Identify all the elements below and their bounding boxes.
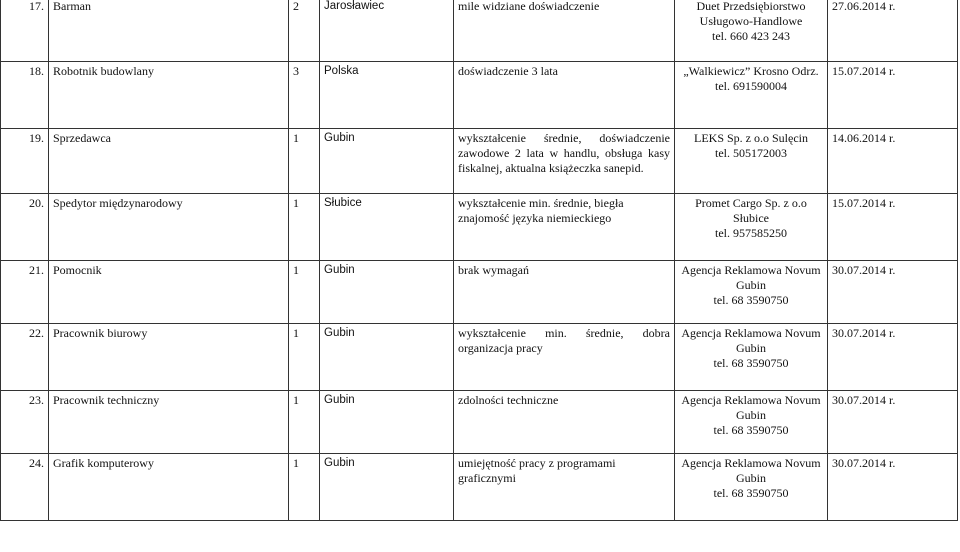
job-location: Gubin (320, 454, 454, 521)
vacancy-count: 1 (289, 261, 320, 324)
employer-line: tel. 957585250 (715, 226, 787, 240)
job-position: Grafik komputerowy (49, 454, 289, 521)
job-requirements: umiejętność pracy z programami graficznymi (454, 454, 675, 521)
employer-line: tel. 68 3590750 (713, 356, 789, 370)
job-offer-row (1, 454, 958, 521)
job-requirements: brak wymagań (454, 261, 675, 324)
job-location: Słubice (320, 194, 454, 261)
employer-contact (675, 454, 828, 521)
job-location: Gubin (320, 391, 454, 454)
vacancy-count: 3 (289, 62, 320, 129)
vacancy-count: 1 (289, 129, 320, 194)
job-position: Pracownik biurowy (49, 324, 289, 391)
employer-contact (675, 324, 828, 391)
employer-line: tel. 68 3590750 (713, 293, 789, 307)
job-requirements: zdolności techniczne (454, 391, 675, 454)
row-number: 23. (1, 391, 49, 454)
employer-line: tel. 660 423 243 (712, 29, 790, 43)
job-position: Robotnik budowlany (49, 62, 289, 129)
vacancy-count: 1 (289, 391, 320, 454)
job-offer-row (1, 391, 958, 454)
employer-line: Agencja Reklamowa Novum (681, 326, 821, 340)
employer-line: tel. 68 3590750 (713, 423, 789, 437)
row-number: 22. (1, 324, 49, 391)
job-location: Polska (320, 62, 454, 129)
offer-date: 30.07.2014 r. (828, 261, 958, 324)
employer-line: Gubin (736, 408, 766, 422)
employer-line: Agencja Reklamowa Novum (681, 393, 821, 407)
employer-contact (675, 194, 828, 261)
employer-line: Gubin (736, 278, 766, 292)
job-position: Pomocnik (49, 261, 289, 324)
vacancy-count: 2 (289, 0, 320, 62)
employer-line: tel. 505172003 (715, 146, 787, 160)
vacancy-count: 1 (289, 454, 320, 521)
offer-date: 27.06.2014 r. (828, 0, 958, 62)
employer-contact (675, 391, 828, 454)
employer-line: Gubin (736, 471, 766, 485)
offer-date: 30.07.2014 r. (828, 391, 958, 454)
job-requirements: mile widziane doświadczenie (454, 0, 675, 62)
row-number: 24. (1, 454, 49, 521)
employer-line: Usługowo-Handlowe (699, 14, 803, 28)
job-position: Sprzedawca (49, 129, 289, 194)
job-position: Pracownik techniczny (49, 391, 289, 454)
employer-line: LEKS Sp. z o.o Sulęcin (694, 131, 808, 145)
vacancy-count: 1 (289, 194, 320, 261)
row-number: 19. (1, 129, 49, 194)
job-requirements: doświadczenie 3 lata (454, 62, 675, 129)
employer-line: tel. 68 3590750 (713, 486, 789, 500)
job-offer-row (1, 261, 958, 324)
employer-contact (675, 261, 828, 324)
row-number: 21. (1, 261, 49, 324)
employer-line: Agencja Reklamowa Novum (681, 456, 821, 470)
row-number: 17. (1, 0, 49, 62)
employer-contact (675, 62, 828, 129)
job-requirements: wykształcenie min. średnie, biegła znajomość języka niemieckiego (454, 194, 675, 261)
offer-date: 15.07.2014 r. (828, 194, 958, 261)
job-offer-row (1, 129, 958, 194)
employer-contact (675, 0, 828, 62)
employer-line: Duet Przedsiębiorstwo (696, 0, 806, 13)
employer-contact (675, 129, 828, 194)
employer-line: Agencja Reklamowa Novum (681, 263, 821, 277)
job-position: Barman (49, 0, 289, 62)
row-number: 20. (1, 194, 49, 261)
employer-line: Promet Cargo Sp. z o.o Słubice (695, 196, 807, 225)
job-position: Spedytor międzynarodowy (49, 194, 289, 261)
offer-date: 30.07.2014 r. (828, 454, 958, 521)
offer-date: 15.07.2014 r. (828, 62, 958, 129)
job-offer-row (1, 0, 958, 62)
job-offers-body (1, 0, 958, 521)
vacancy-count: 1 (289, 324, 320, 391)
offer-date: 30.07.2014 r. (828, 324, 958, 391)
job-offer-row (1, 62, 958, 129)
job-requirements: wykształcenie min. średnie, dobra organizacja pracy (454, 324, 675, 391)
employer-line: „Walkiewicz” Krosno Odrz. (683, 64, 819, 78)
job-offer-row (1, 324, 958, 391)
offer-date: 14.06.2014 r. (828, 129, 958, 194)
job-requirements: wykształcenie średnie, doświadczenie zawodowe 2 lata w handlu, obsługa kasy fiskalnej, aktualna książeczka sanepid. (454, 129, 675, 194)
job-location: Gubin (320, 129, 454, 194)
row-number: 18. (1, 62, 49, 129)
employer-line: Gubin (736, 341, 766, 355)
employer-line: tel. 691590004 (715, 79, 787, 93)
job-location: Gubin (320, 261, 454, 324)
job-offer-row (1, 194, 958, 261)
job-location: Gubin (320, 324, 454, 391)
job-location: Jarosławiec (320, 0, 454, 62)
